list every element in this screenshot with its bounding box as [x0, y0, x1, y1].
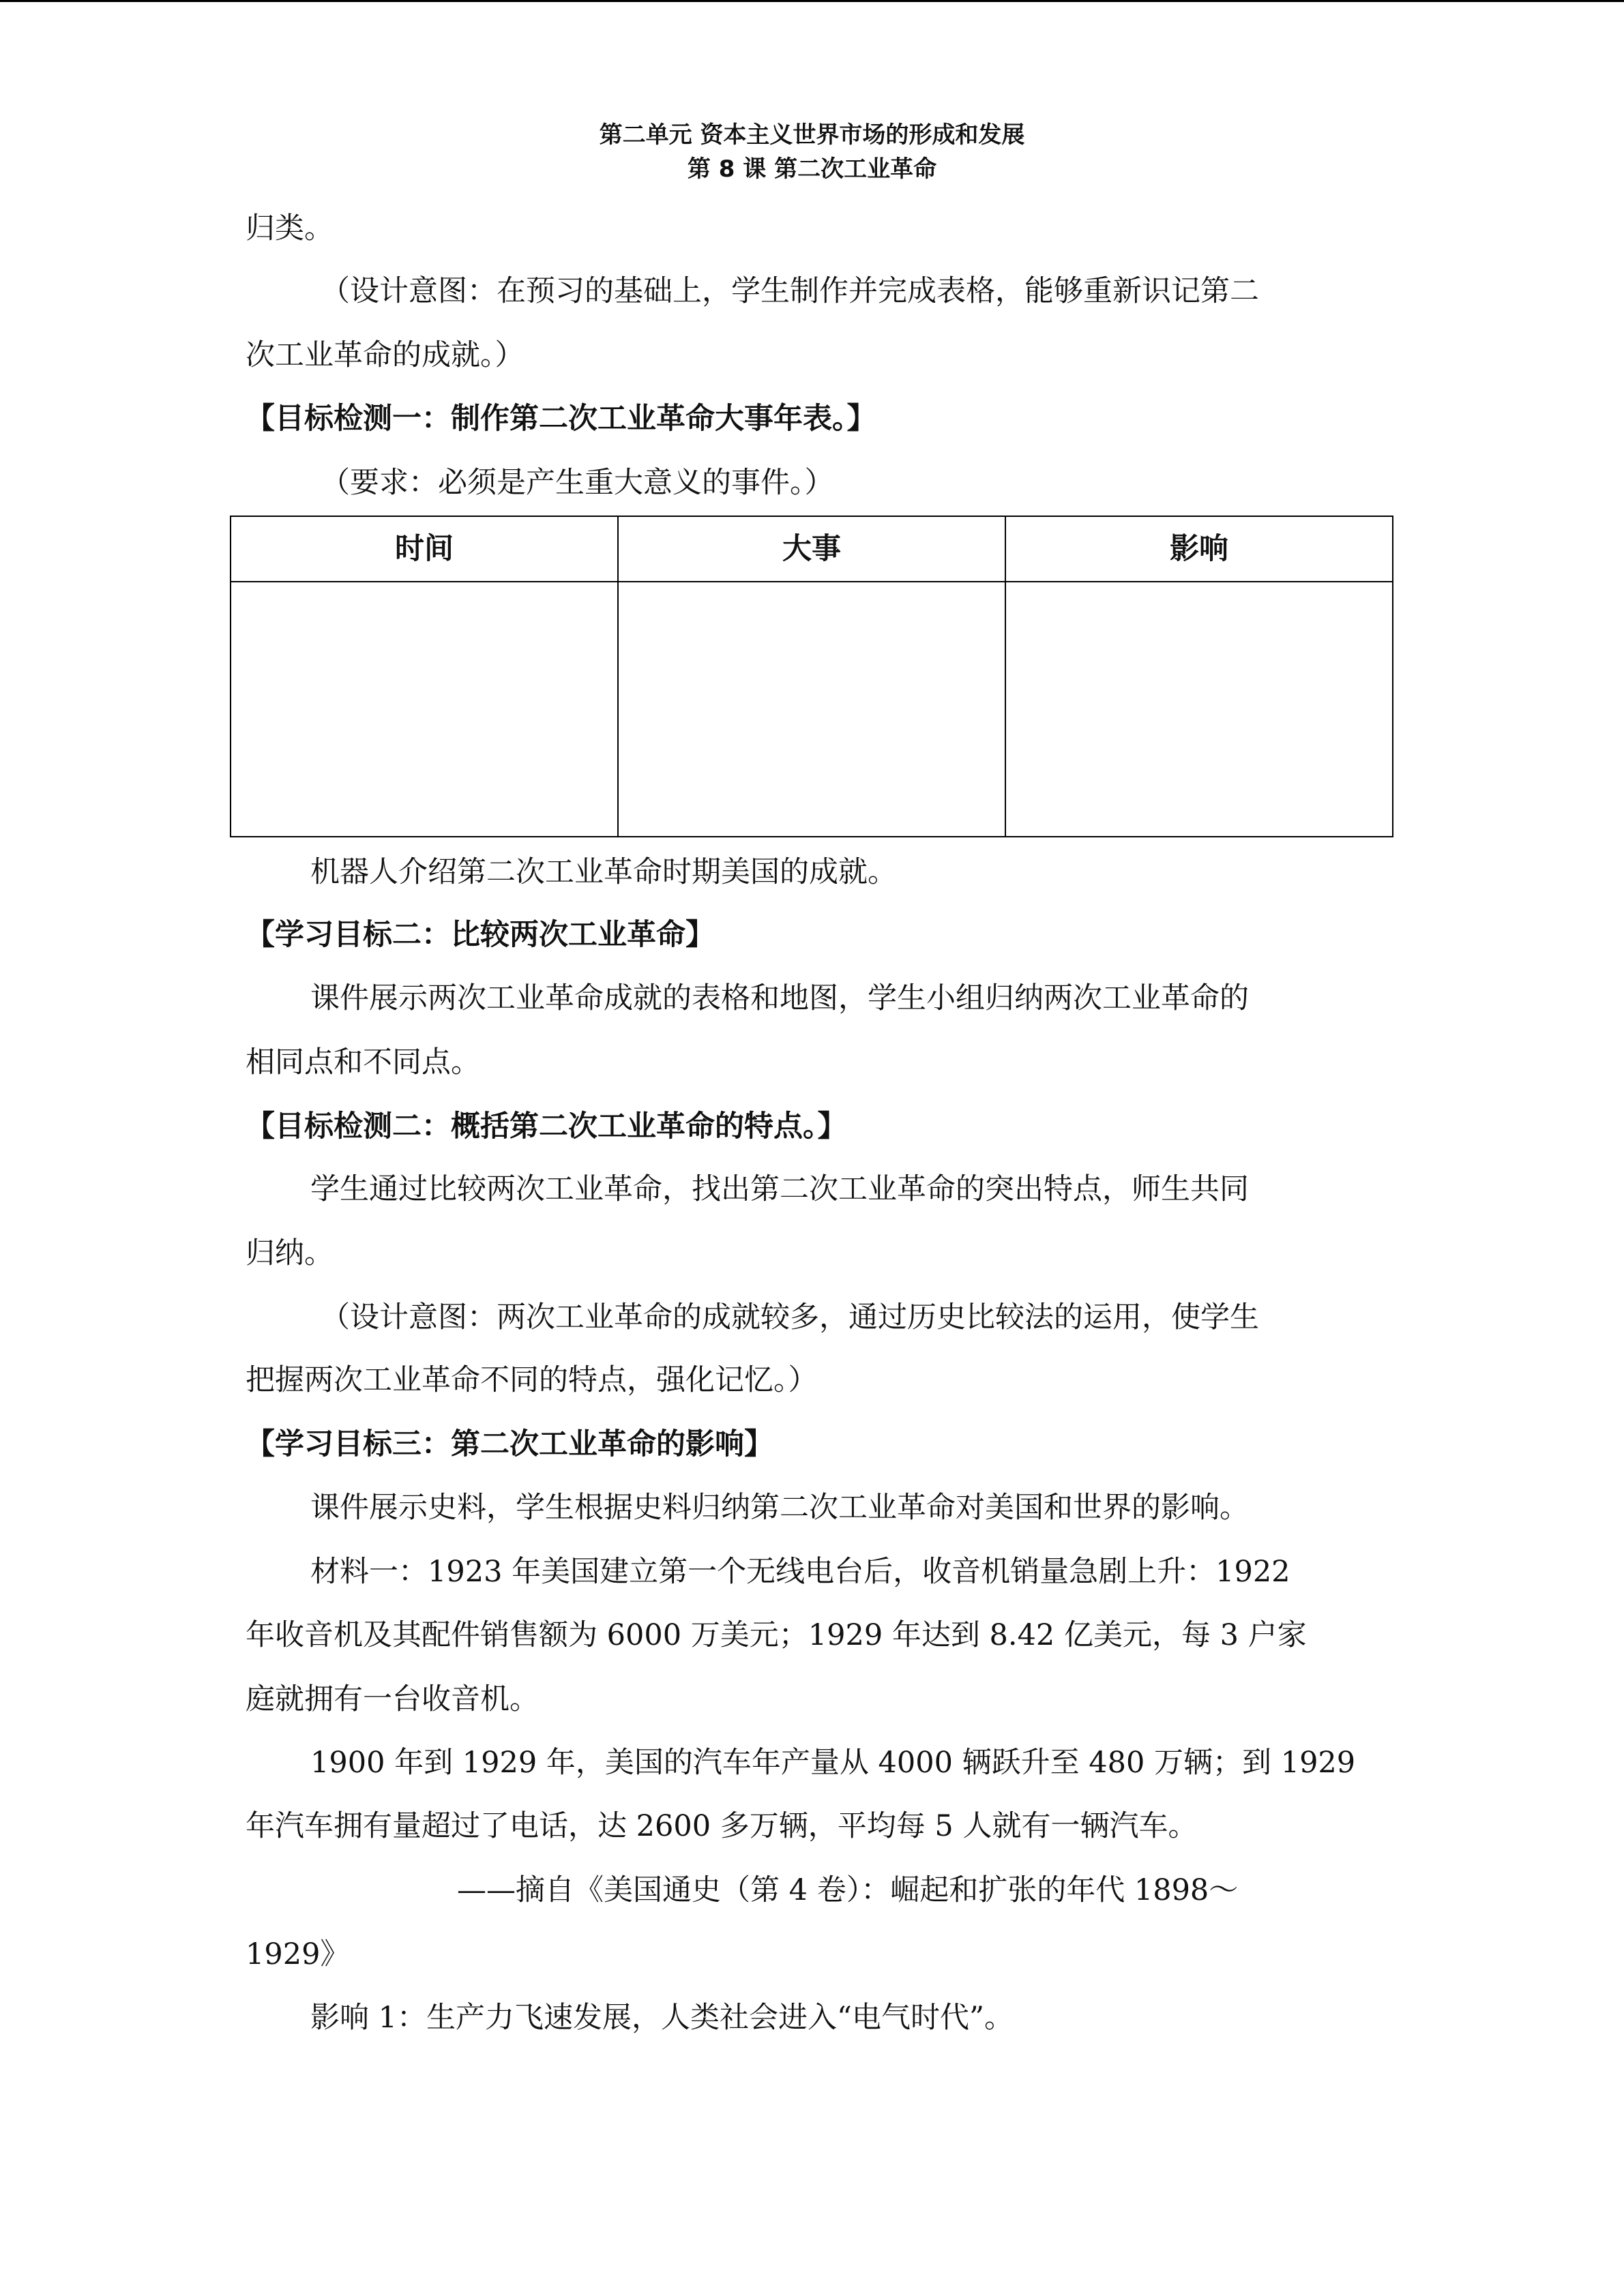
source-citation: 1929》 [246, 1937, 350, 1971]
paragraph-text: 课件展示史料，学生根据史料归纳第二次工业革命对美国和世界的影响。 [310, 1491, 1249, 1525]
table-header-divider [231, 581, 1392, 582]
section-heading-goal-2: 【学习目标二：比较两次工业革命】 [246, 918, 715, 952]
paragraph-text: 相同点和不同点。 [246, 1045, 480, 1079]
table-header-time: 时间 [395, 532, 454, 566]
design-intent-text: （设计意图：在预习的基础上，学生制作并完成表格，能够重新识记第二 [321, 274, 1259, 308]
section-heading-check-2: 【目标检测二：概括第二次工业革命的特点。】 [246, 1109, 847, 1144]
table-header-event: 大事 [782, 532, 841, 566]
material-text: 年收音机及其配件销售额为 6000 万美元；1929 年达到 8.42 亿美元，每 3 户家 [246, 1618, 1307, 1652]
timeline-table [230, 516, 1393, 837]
lesson-title: 第 8 课 第二次工业革命 [687, 155, 937, 183]
source-citation: ——摘自《美国通史（第 4 卷）：崛起和扩张的年代 1898～ [457, 1873, 1239, 1907]
section-heading-check-1: 【目标检测一：制作第二次工业革命大事年表。】 [246, 402, 876, 436]
table-header-impact: 影响 [1170, 532, 1228, 566]
material-text: 材料一：1923 年美国建立第一个无线电台后，收音机销量急剧上升：1922 [310, 1555, 1290, 1589]
paragraph-text: 课件展示两次工业革命成就的表格和地图，学生小组归纳两次工业革命的 [310, 981, 1249, 1015]
paragraph-text: 机器人介绍第二次工业革命时期美国的成就。 [310, 855, 897, 889]
paragraph-text: 归纳。 [246, 1236, 334, 1270]
material-text: 1900 年到 1929 年，美国的汽车年产量从 4000 辆跃升至 480 万辆；到 1929 [310, 1746, 1356, 1780]
design-intent-text: （设计意图：两次工业革命的成就较多，通过历史比较法的运用，使学生 [321, 1300, 1259, 1335]
requirement-text: （要求：必须是产生重大意义的事件。） [321, 466, 834, 500]
material-text: 庭就拥有一台收音机。 [246, 1682, 539, 1716]
page-top-border [0, 0, 1624, 2]
design-intent-text: 次工业革命的成就。） [246, 338, 525, 372]
section-heading-goal-3: 【学习目标三：第二次工业革命的影响】 [246, 1427, 773, 1461]
design-intent-text: 把握两次工业革命不同的特点，强化记忆。） [246, 1363, 818, 1397]
unit-title: 第二单元 资本主义世界市场的形成和发展 [599, 121, 1025, 149]
paragraph-text: 归类。 [246, 211, 334, 245]
paragraph-text: 学生通过比较两次工业革命，找出第二次工业革命的突出特点，师生共同 [310, 1172, 1249, 1206]
impact-text: 影响 1：生产力飞速发展，人类社会进入“电气时代”。 [310, 2001, 1014, 2035]
material-text: 年汽车拥有量超过了电话，达 2600 多万辆，平均每 5 人就有一辆汽车。 [246, 1809, 1198, 1843]
